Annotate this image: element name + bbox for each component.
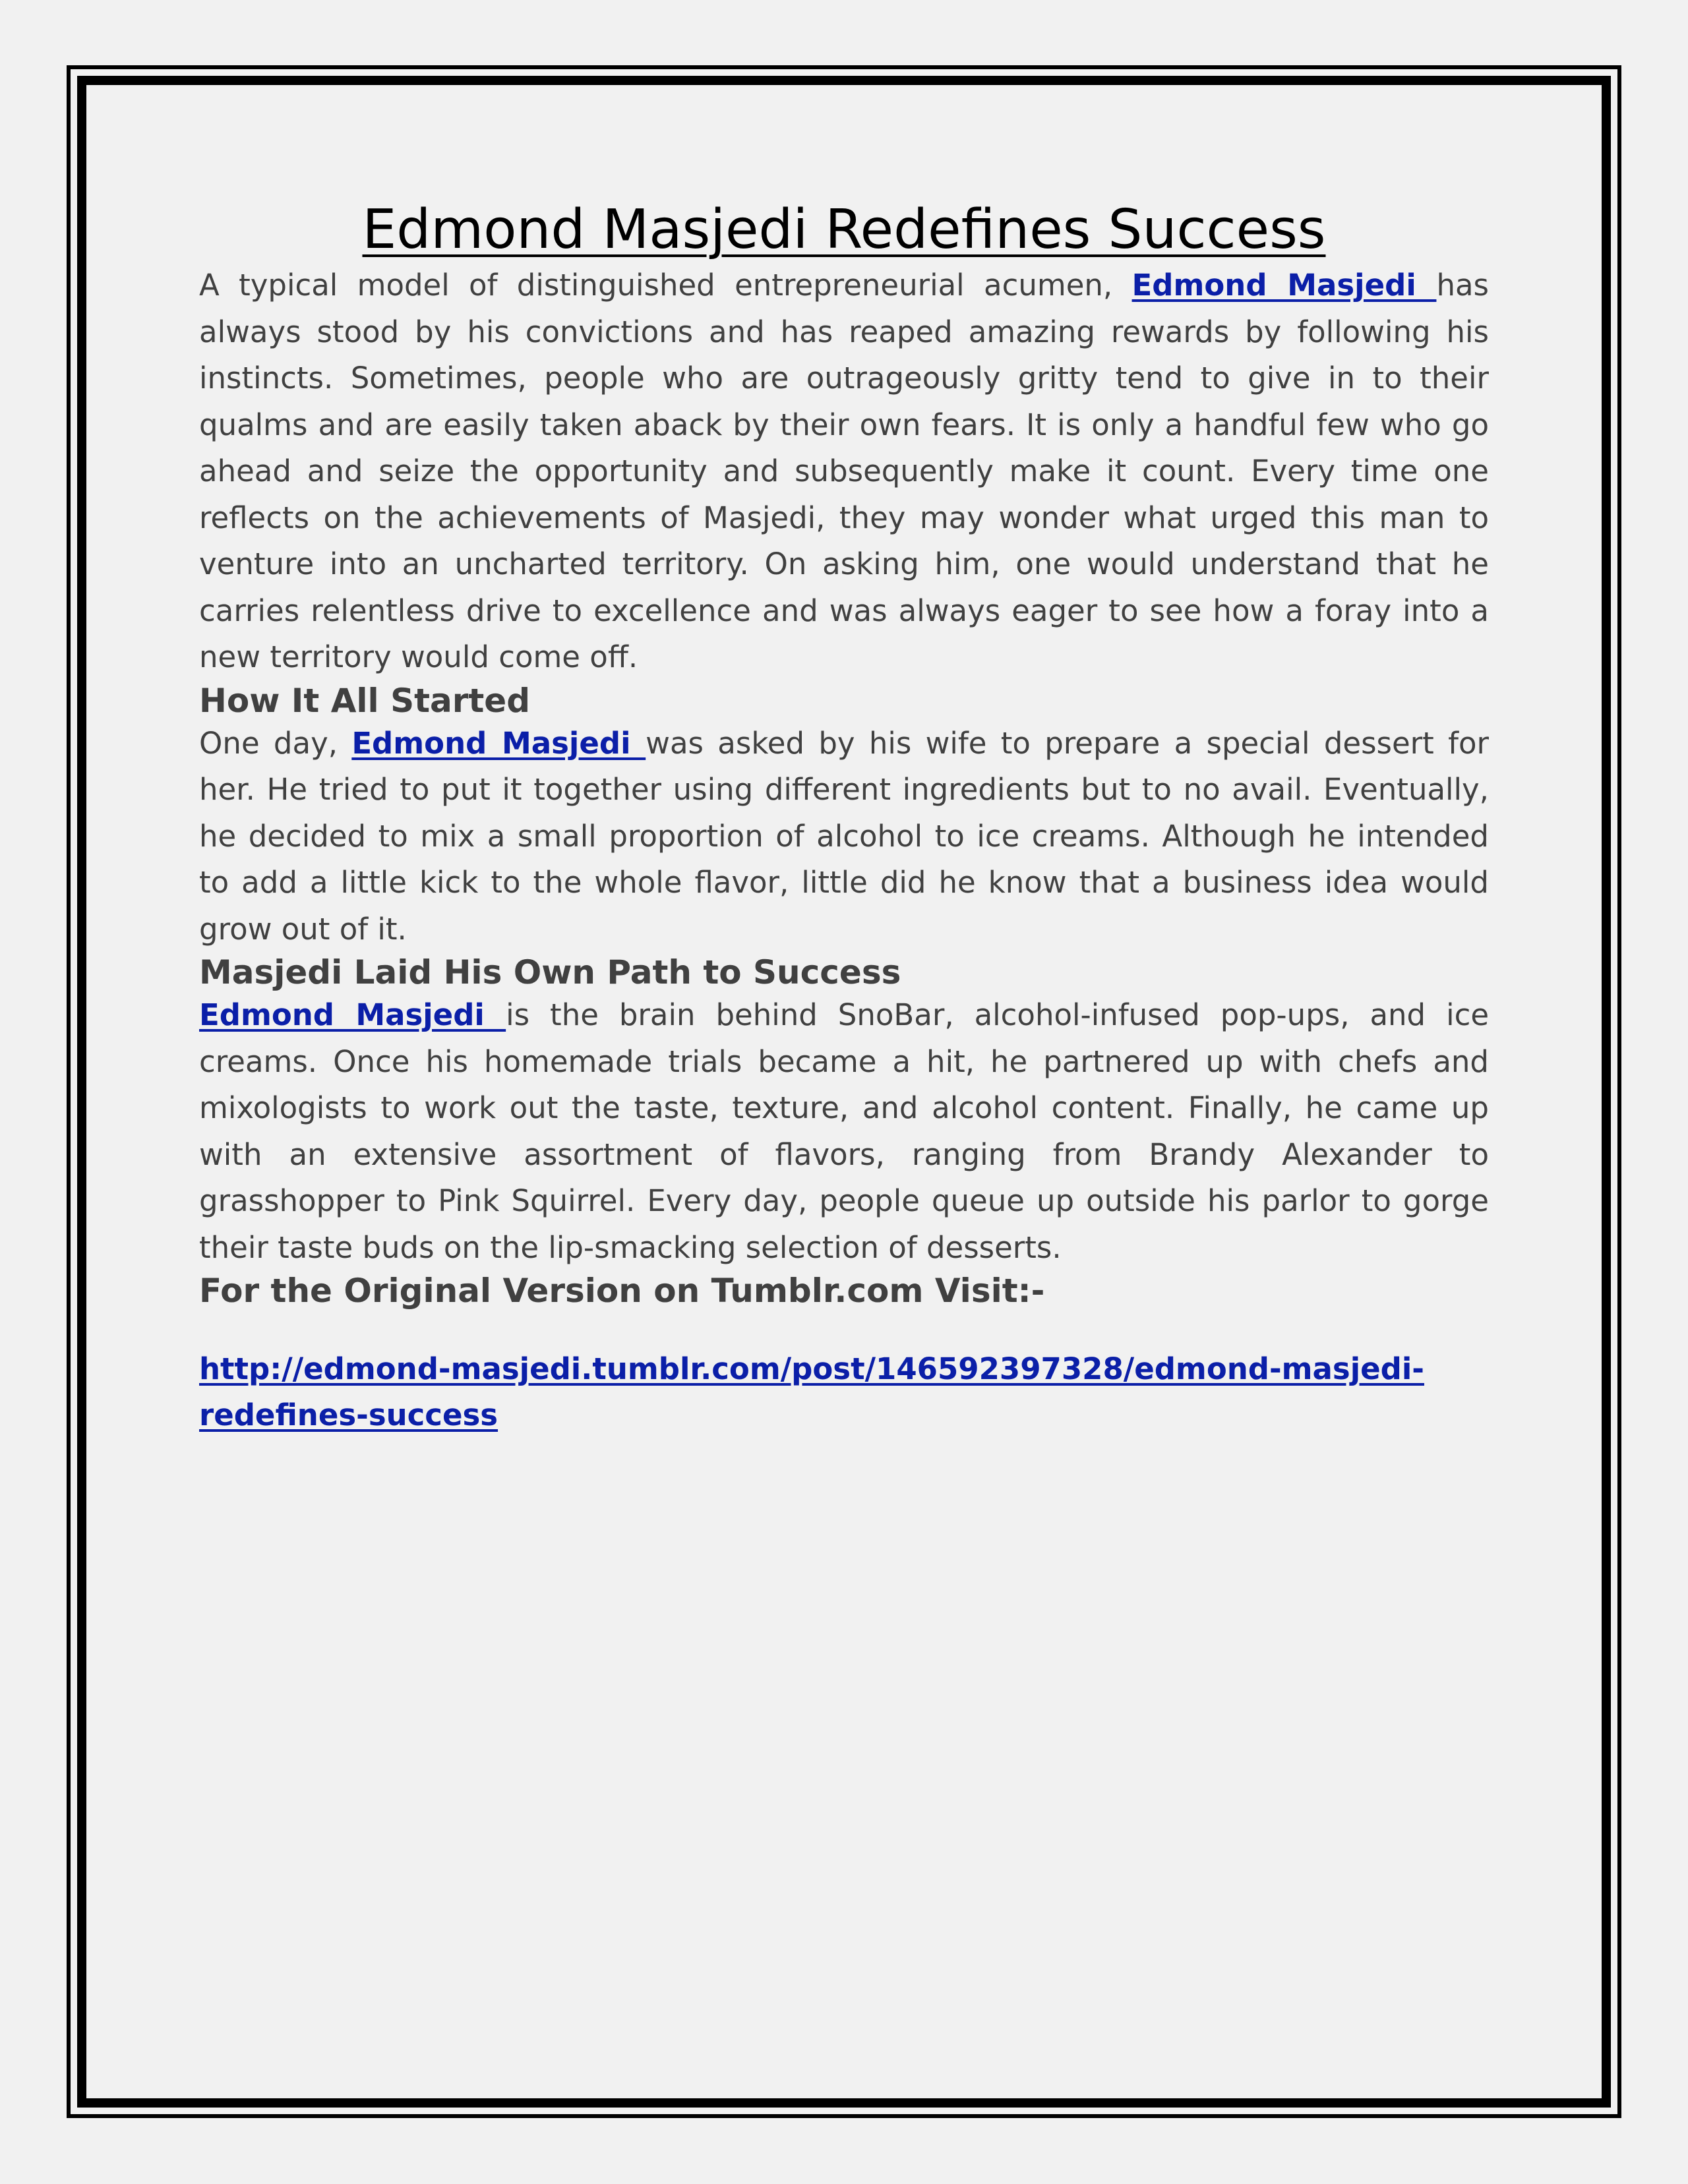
section-heading-own-path: Masjedi Laid His Own Path to Success	[199, 953, 901, 992]
section1-text-before: One day,	[199, 725, 352, 761]
section-heading-how-it-started: How It All Started	[199, 681, 531, 720]
edmond-masjedi-link-section1[interactable]: Edmond Masjedi	[351, 725, 646, 761]
original-tumblr-link[interactable]: http://edmond-masjedi.tumblr.com/post/146592397328/edmond-masjedi-redefines-success	[199, 1351, 1424, 1433]
document-title: Edmond Masjedi Redefines Success	[362, 198, 1326, 261]
intro-text-after: has always stood by his convictions and has reaped amazing rewards by following his instincts. Sometimes, people who are outrageously gritty tend to give in to their qualms and are easily taken aback by their own fears. It is only a handful few who go ahead and seize the opportunity and subsequently make it count. Every time one reflects on the achievements of Masjedi, they may wonder what urged this man to venture into an uncharted territory. On asking him, one would understand that he carries relentless drive to excellence and was always eager to see how a foray into a new territory would come off.	[199, 268, 1489, 675]
intro-text-before: A typical model of distinguished entrepreneurial acumen,	[199, 268, 1132, 303]
edmond-masjedi-link-section2[interactable]: Edmond Masjedi	[199, 997, 506, 1033]
document-content	[199, 198, 1489, 1438]
section1-text-after: was asked by his wife to prepare a special dessert for her. He tried to put it together using different ingredients but to no avail. Eventually, he decided to mix a small proportion of alcohol to ice creams. Although he intended to add a little kick to the whole flavor, little did he know that a business idea would grow out of it.	[199, 725, 1489, 947]
section2-text-after: is the brain behind SnoBar, alcohol-infused pop-ups, and ice creams. Once his homemade trials became a hit, he partnered up with chefs and mixologists to work out the taste, texture, and alcohol content. Finally, he came up with an extensive assortment of flavors, ranging from Brandy Alexander to grasshopper to Pink Squirrel. Every day, people queue up outside his parlor to gorge their taste buds on the lip-smacking selection of desserts.	[199, 997, 1489, 1265]
edmond-masjedi-link-intro[interactable]: Edmond Masjedi	[1131, 268, 1437, 303]
intro-paragraph	[199, 262, 1489, 681]
original-url-line	[199, 1346, 1489, 1438]
section2-paragraph	[199, 992, 1489, 1271]
section1-paragraph	[199, 721, 1489, 953]
original-version-heading: For the Original Version on Tumblr.com Visit:-	[199, 1272, 1045, 1311]
